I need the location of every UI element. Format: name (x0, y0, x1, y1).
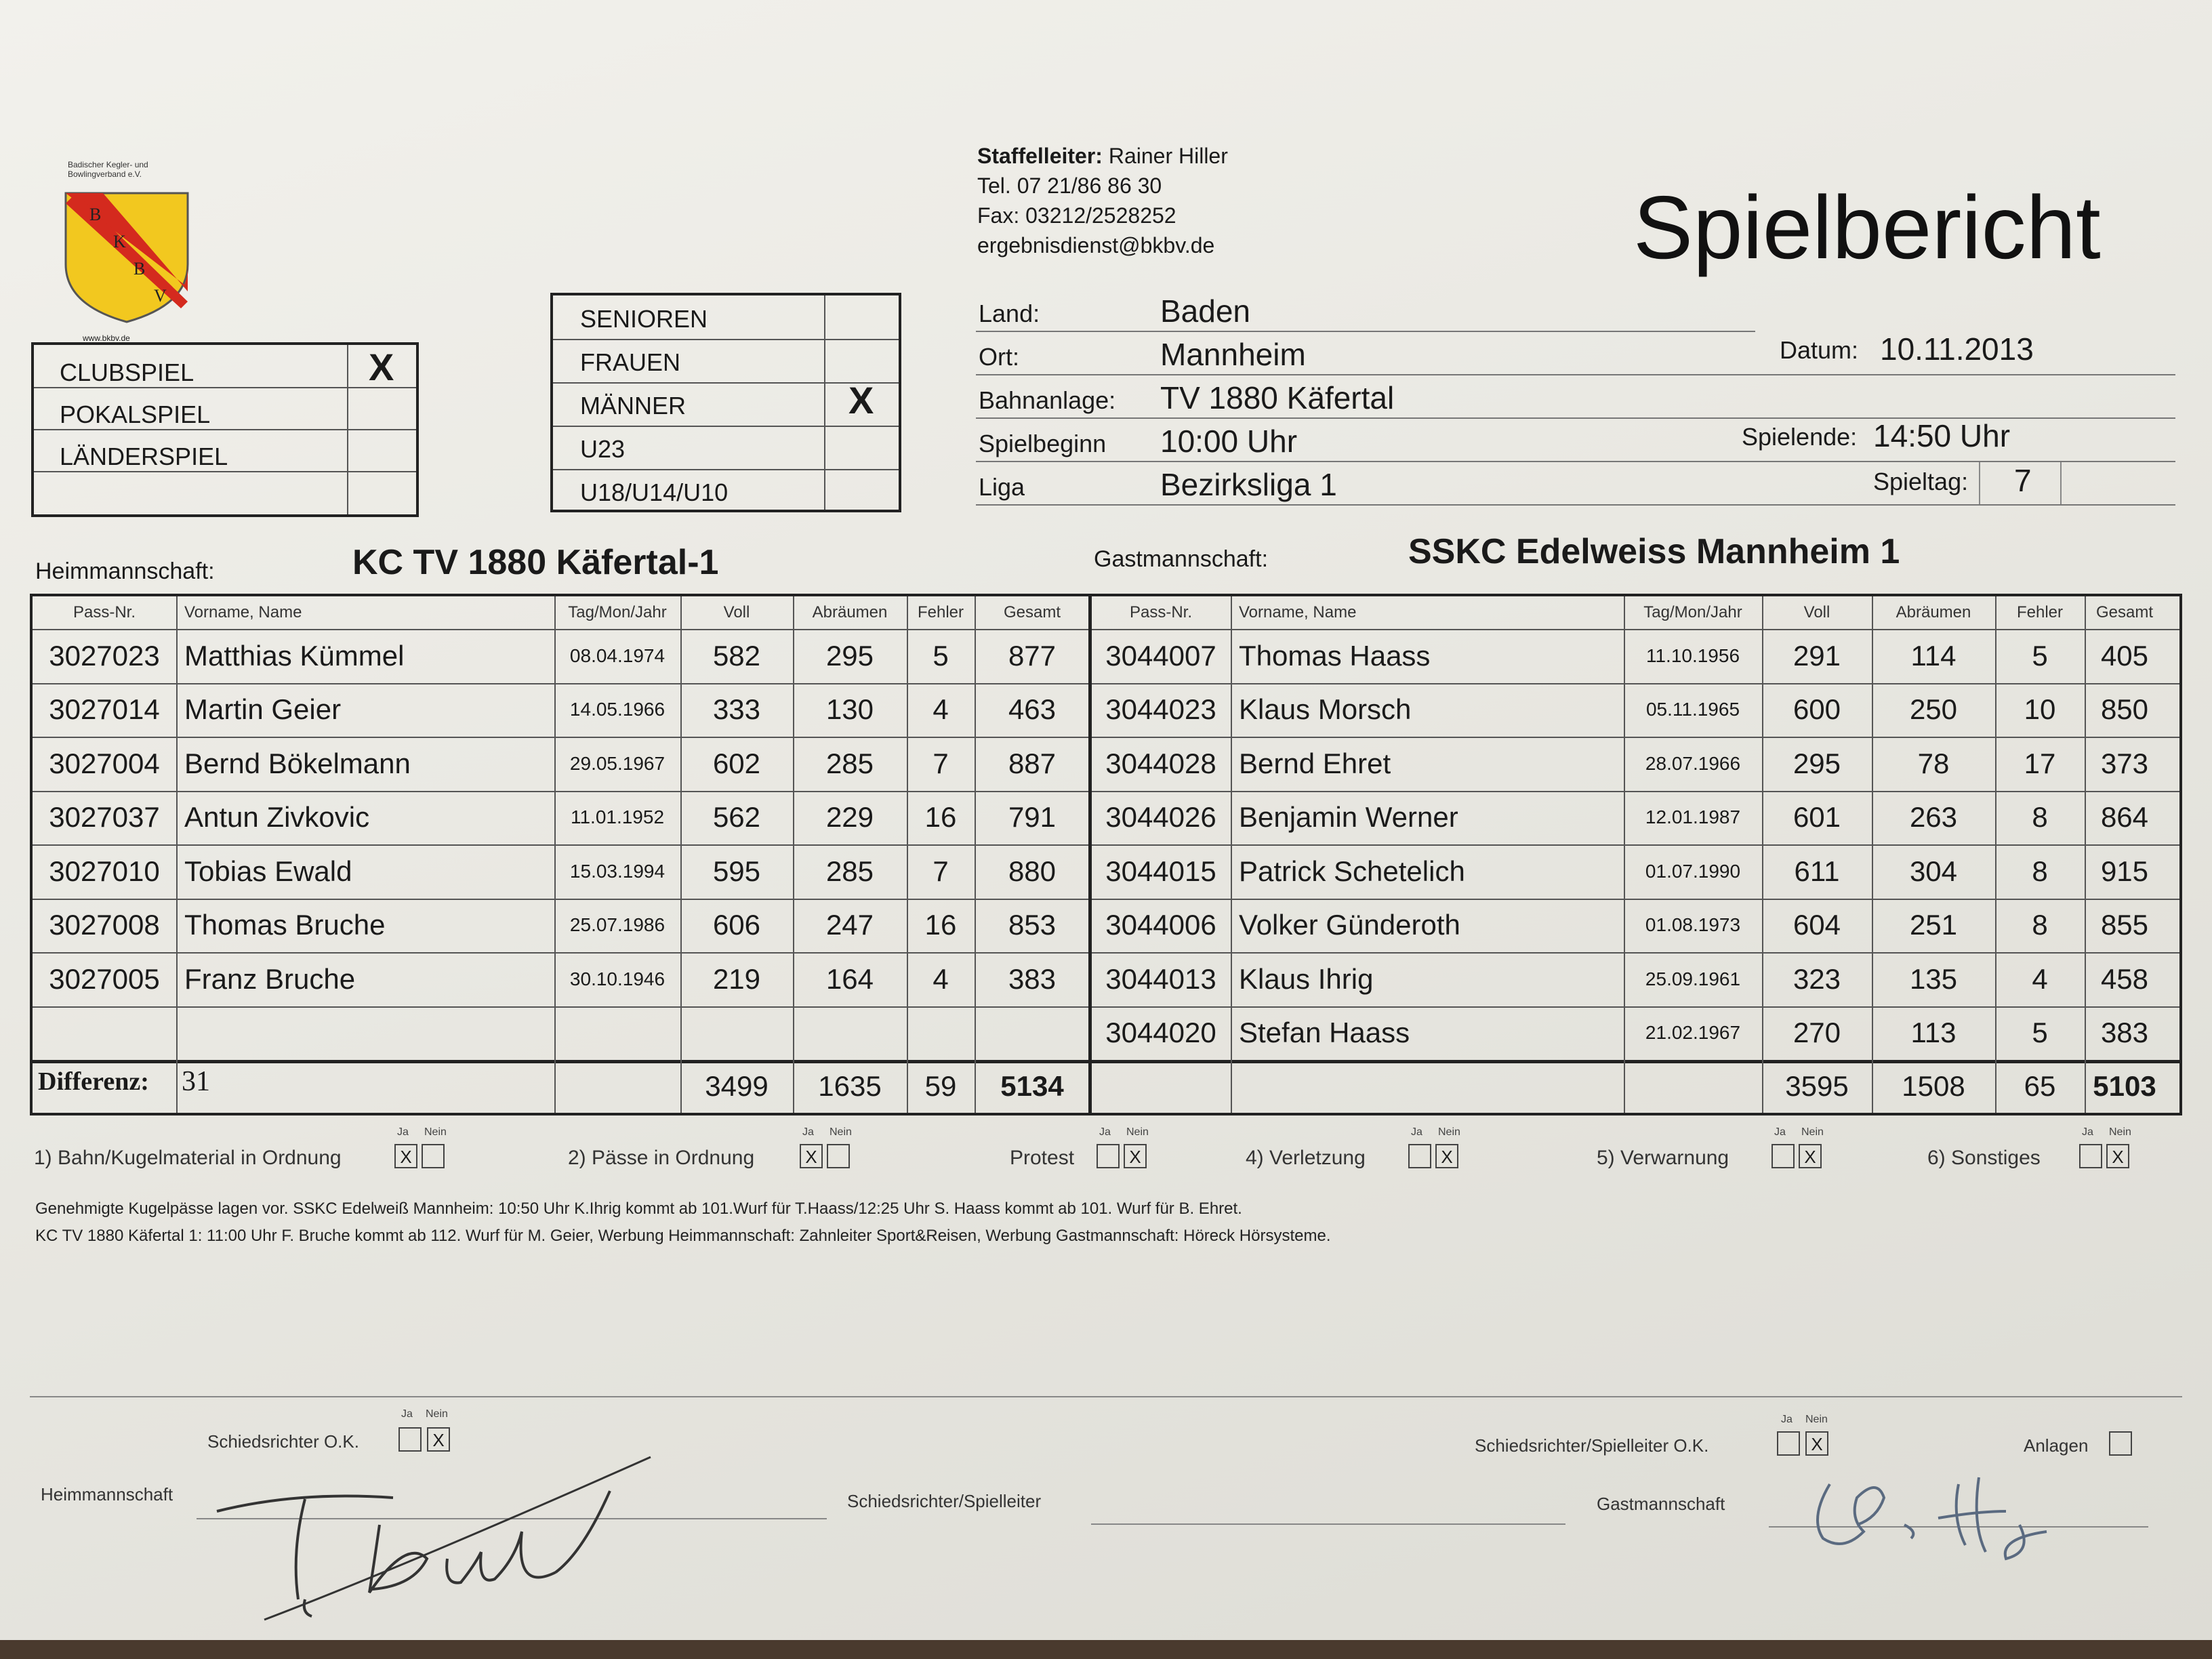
ja-label: Ja (397, 1126, 409, 1138)
land-value: Baden (1160, 293, 1251, 329)
guest-fehler: 10 (2024, 693, 2056, 726)
guest-total-gesamt: 5103 (2093, 1070, 2156, 1102)
bkbv-logo (62, 156, 198, 346)
spielart-clubspiel: CLUBSPIEL (60, 359, 194, 386)
guest-birth-date: 05.11.1965 (1645, 699, 1740, 720)
ort-value: Mannheim (1160, 337, 1306, 372)
home-gesamt (975, 1006, 1090, 1061)
staffelleiter-label: Staffelleiter: (977, 144, 1103, 168)
home-gesamt: 887 (1008, 747, 1057, 779)
home-player-name: Matthias Kümmel (184, 639, 405, 672)
remark-line: KC TV 1880 Käfertal 1: 11:00 Uhr F. Bruche kommt ab 112. Wurf für M. Geier, Werbung Heimmannschaft: Zahnleiter Sport&Reisen, Werbung Gastmannschaft: Höreck Hörsysteme. (35, 1227, 1331, 1245)
home-fehler: 4 (933, 962, 949, 995)
guest-fehler: 8 (2032, 909, 2048, 941)
guest-gesamt: 855 (2100, 909, 2149, 941)
home-fehler: 7 (933, 747, 949, 779)
column-header: Vorname, Name (1239, 603, 1357, 621)
spieltag-value: 7 (2014, 463, 2032, 498)
guest-birth-date: 01.08.1973 (1645, 914, 1741, 936)
referee-signature-label: Schiedsrichter/Spielleiter (847, 1491, 1042, 1511)
ja-label: Ja (1099, 1126, 1111, 1138)
check-ja-checkbox[interactable]: X (394, 1144, 417, 1168)
klasse-maenner: MÄNNER (580, 392, 687, 419)
home-player-name: Thomas Bruche (184, 909, 386, 941)
home-abraeumen: 285 (825, 747, 874, 779)
home-total-abraeumen: 1635 (818, 1070, 882, 1102)
home-fehler: 4 (933, 693, 949, 726)
home-abraeumen: 285 (825, 855, 874, 887)
column-header: Voll (1803, 603, 1830, 621)
guest-player-name: Benjamin Werner (1239, 801, 1458, 834)
home-birth-date: 08.04.1974 (569, 644, 665, 666)
guest-abraeumen: 114 (1910, 639, 1957, 672)
home-birth-date: 14.05.1966 (569, 699, 665, 720)
guest-voll: 600 (1793, 693, 1841, 726)
nein-label: Nein (1126, 1126, 1149, 1138)
guest-voll: 291 (1793, 639, 1841, 672)
guest-voll: 295 (1793, 747, 1841, 779)
datum-value: 10.11.2013 (1880, 331, 2034, 367)
home-pass-nr: 3027005 (49, 962, 160, 995)
guest-player-name: Thomas Haass (1239, 639, 1431, 672)
home-pass-nr: 3027004 (49, 747, 160, 779)
guest-pass-nr: 3044015 (1105, 855, 1216, 887)
guest-voll: 601 (1793, 801, 1841, 834)
bahn-label: Bahnanlage: (979, 386, 1116, 414)
guest-total-abraeumen: 1508 (1902, 1070, 1965, 1102)
klasse-box (550, 293, 901, 512)
info-block (976, 285, 2175, 515)
check-ja-checkbox[interactable]: X (800, 1144, 823, 1168)
home-pass-nr: 3027037 (49, 801, 160, 834)
anlagen-label: Anlagen (2024, 1435, 2089, 1456)
home-abraeumen: 247 (825, 909, 874, 941)
guest-voll: 270 (1793, 1017, 1841, 1049)
check-nein-checkbox[interactable]: X (1435, 1144, 1458, 1168)
svg-text:B: B (134, 259, 146, 279)
home-pass-nr: 3027023 (49, 639, 160, 672)
svg-text:V: V (154, 286, 167, 306)
ja-label: Ja (1411, 1126, 1422, 1138)
guest-gesamt: 864 (2100, 801, 2149, 834)
guest-player-name: Klaus Ihrig (1239, 962, 1374, 995)
home-abraeumen: 229 (825, 801, 874, 834)
spielart-box (31, 342, 419, 517)
check-nein-checkbox[interactable] (422, 1144, 445, 1168)
check-label: 5) Verwarnung (1597, 1147, 1729, 1169)
schiri-spielleiter-ok-ja-checkbox[interactable] (1777, 1431, 1800, 1456)
home-signature-label: Heimmannschaft (41, 1484, 173, 1504)
spieltag-label: Spieltag: (1873, 468, 1969, 495)
guest-fehler: 5 (2032, 1017, 2048, 1049)
logo-text: Badischer Kegler- und Bowlingverband e.V. (68, 160, 148, 179)
schiri-spielleiter-ok-label: Schiedsrichter/Spielleiter O.K. (1475, 1435, 1709, 1456)
guest-pass-nr: 3044026 (1105, 801, 1216, 834)
klasse-jugend: U18/U14/U10 (580, 478, 729, 506)
home-voll: 562 (712, 801, 761, 834)
home-birth-date: 25.07.1986 (569, 914, 665, 936)
klasse-u23: U23 (580, 435, 626, 463)
guest-birth-date: 28.07.1966 (1645, 752, 1741, 774)
bahn-value: TV 1880 Käfertal (1160, 380, 1395, 415)
ende-value: 14:50 Uhr (1873, 418, 2011, 453)
staffelleiter-fax: Fax: 03212/2528252 (977, 203, 1176, 228)
staffelleiter-block (977, 141, 1228, 260)
guest-player-name: Patrick Schetelich (1239, 855, 1465, 887)
column-header: Fehler (917, 603, 964, 621)
ja-label: Ja (401, 1408, 413, 1420)
klasse-maenner-mark[interactable]: X (848, 379, 874, 422)
schiri-spielleiter-ok-nein-checkbox[interactable]: X (1805, 1431, 1828, 1456)
guest-total-fehler: 65 (2024, 1070, 2056, 1102)
klasse-senioren: SENIOREN (580, 305, 708, 333)
home-abraeumen: 164 (825, 962, 874, 995)
logo-website: www.bkbv.de (83, 333, 130, 343)
home-pass-nr: 3027010 (49, 855, 160, 887)
remarks (35, 1195, 1331, 1250)
home-fehler: 16 (924, 801, 957, 834)
guest-pass-nr: 3044028 (1105, 747, 1216, 779)
guest-abraeumen: 78 (1917, 747, 1950, 779)
column-header: Voll (723, 603, 750, 621)
column-header: Fehler (2016, 603, 2064, 621)
nein-label: Nein (2109, 1126, 2131, 1138)
spielart-laenderspiel: LÄNDERSPIEL (60, 443, 228, 470)
home-voll: 606 (712, 909, 761, 941)
guest-gesamt: 850 (2100, 693, 2149, 726)
home-abraeumen: 130 (825, 693, 874, 726)
home-fehler (907, 1006, 975, 1061)
check-ja-checkbox[interactable] (1408, 1144, 1431, 1168)
home-team-label: Heimmannschaft: (35, 558, 215, 584)
klasse-frauen: FRAUEN (580, 348, 681, 376)
anlagen-checkbox[interactable] (2109, 1431, 2132, 1456)
column-header: Gesamt (2095, 603, 2154, 621)
guest-fehler: 8 (2032, 855, 2048, 887)
guest-pass-nr: 3044007 (1105, 639, 1216, 672)
home-pass-nr: 3027008 (49, 909, 160, 941)
check-ja-checkbox[interactable] (1097, 1144, 1120, 1168)
guest-player-name: Klaus Morsch (1239, 693, 1412, 726)
shield-icon (62, 190, 191, 325)
liga-label: Liga (979, 473, 1025, 501)
home-total-gesamt: 5134 (1000, 1070, 1064, 1102)
svg-text:B: B (89, 205, 102, 224)
ende-label: Spielende: (1742, 423, 1858, 451)
staffelleiter-email[interactable]: ergebnisdienst@bkbv.de (977, 233, 1215, 258)
check-label: 2) Pässe in Ordnung (568, 1147, 755, 1169)
column-header: Tag/Mon/Jahr (568, 603, 667, 621)
home-total-voll: 3499 (705, 1070, 769, 1102)
home-player-name: Franz Bruche (184, 962, 356, 995)
guest-abraeumen: 304 (1909, 855, 1958, 887)
guest-pass-nr: 3044020 (1105, 1017, 1216, 1049)
nein-label: Nein (1438, 1126, 1460, 1138)
guest-player-name: Stefan Haass (1239, 1017, 1410, 1049)
check-label: 4) Verletzung (1246, 1147, 1366, 1169)
nein-label: Nein (426, 1408, 448, 1420)
check-ja-checkbox[interactable] (1771, 1144, 1795, 1168)
check-nein-checkbox[interactable]: X (1799, 1144, 1822, 1168)
home-fehler: 7 (933, 855, 949, 887)
guest-fehler: 5 (2032, 639, 2048, 672)
ja-label: Ja (2082, 1126, 2093, 1138)
home-gesamt: 853 (1008, 909, 1057, 941)
staffelleiter-name: Rainer Hiller (1108, 144, 1228, 168)
home-signature (203, 1450, 678, 1626)
home-gesamt: 880 (1008, 855, 1057, 887)
home-gesamt: 877 (1008, 639, 1057, 672)
guest-abraeumen: 135 (1909, 962, 1958, 995)
home-birth-date: 11.01.1952 (570, 806, 665, 828)
nein-label: Nein (1801, 1126, 1824, 1138)
home-player-name: Bernd Bökelmann (184, 747, 411, 779)
home-abraeumen (793, 1006, 907, 1061)
home-gesamt: 383 (1008, 962, 1057, 995)
check-nein-checkbox[interactable]: X (2106, 1144, 2129, 1168)
guest-birth-date: 25.09.1961 (1645, 968, 1741, 989)
beginn-label: Spielbeginn (979, 430, 1107, 457)
guest-abraeumen: 113 (1910, 1017, 1957, 1049)
nein-label: Nein (830, 1126, 852, 1138)
home-voll: 595 (712, 855, 761, 887)
home-voll: 582 (712, 639, 761, 672)
home-voll: 602 (712, 747, 761, 779)
ja-label: Ja (802, 1126, 814, 1138)
liga-value: Bezirksliga 1 (1160, 467, 1337, 502)
column-header: Pass-Nr. (1129, 603, 1192, 621)
svg-text:K: K (113, 232, 126, 251)
home-gesamt: 463 (1008, 693, 1057, 726)
column-header: Abräumen (1896, 603, 1971, 621)
check-label: Protest (1010, 1147, 1075, 1169)
home-voll (680, 1006, 793, 1061)
check-nein-checkbox[interactable] (827, 1144, 850, 1168)
guest-pass-nr: 3044013 (1105, 962, 1216, 995)
guest-birth-date: 12.01.1987 (1645, 806, 1741, 828)
datum-label: Datum: (1780, 336, 1859, 364)
guest-gesamt: 373 (2100, 747, 2149, 779)
guest-gesamt: 405 (2100, 639, 2149, 672)
ort-label: Ort: (979, 343, 1019, 371)
home-abraeumen: 295 (825, 639, 874, 672)
nein-label: Nein (424, 1126, 447, 1138)
column-header: Gesamt (1003, 603, 1061, 621)
player-table (30, 594, 2182, 1115)
home-gesamt: 791 (1008, 801, 1057, 834)
land-label: Land: (979, 300, 1040, 327)
home-birth-date: 15.03.1994 (569, 860, 665, 882)
guest-signature-label: Gastmannschaft (1597, 1494, 1725, 1514)
home-pass-nr: 3027014 (49, 693, 160, 726)
home-total-fehler: 59 (924, 1070, 957, 1102)
guest-fehler: 17 (2024, 747, 2056, 779)
home-birth-date: 30.10.1946 (569, 968, 665, 989)
nein-label: Nein (1805, 1414, 1828, 1425)
schiri-ok-ja-checkbox[interactable] (398, 1427, 422, 1452)
remark-line: Genehmigte Kugelpässe lagen vor. SSKC Edelweiß Mannheim: 10:50 Uhr K.Ihrig kommt ab 101.Wurf für T.Haass/12:25 Uhr S. Haass kommt ab 101. Wurf für B. Ehret. (35, 1200, 1242, 1218)
guest-fehler: 4 (2032, 962, 2048, 995)
check-label: 6) Sonstiges (1927, 1147, 2041, 1169)
column-header: Pass-Nr. (73, 603, 136, 621)
guest-abraeumen: 251 (1909, 909, 1958, 941)
guest-signature (1803, 1457, 2087, 1579)
guest-abraeumen: 250 (1909, 693, 1958, 726)
home-player-name (176, 1006, 562, 1061)
column-header: Vorname, Name (184, 603, 302, 621)
guest-pass-nr: 3044006 (1105, 909, 1216, 941)
home-pass-nr (33, 1006, 176, 1061)
home-player-name: Tobias Ewald (184, 855, 352, 887)
home-fehler: 5 (933, 639, 949, 672)
guest-player-name: Volker Günderoth (1239, 909, 1460, 941)
beginn-value: 10:00 Uhr (1160, 424, 1298, 459)
column-header: Tag/Mon/Jahr (1643, 603, 1742, 621)
home-voll: 219 (712, 962, 761, 995)
guest-birth-date: 01.07.1990 (1645, 860, 1741, 882)
check-ja-checkbox[interactable] (2079, 1144, 2102, 1168)
guest-player-name: Bernd Ehret (1239, 747, 1391, 779)
home-team-name: KC TV 1880 Käfertal-1 (352, 543, 719, 582)
guest-birth-date: 21.02.1967 (1645, 1022, 1741, 1044)
guest-team-label: Gastmannschaft: (1094, 546, 1269, 572)
guest-gesamt: 915 (2100, 855, 2149, 887)
ja-label: Ja (1781, 1414, 1793, 1425)
check-nein-checkbox[interactable]: X (1124, 1144, 1147, 1168)
page-title: Spielbericht (1633, 178, 2101, 277)
guest-total-voll: 3595 (1785, 1070, 1849, 1102)
guest-voll: 604 (1793, 909, 1841, 941)
guest-gesamt: 458 (2100, 962, 2149, 995)
guest-team-name: SSKC Edelweiss Mannheim 1 (1408, 532, 1900, 571)
spielart-pokalspiel: POKALSPIEL (60, 401, 211, 428)
guest-fehler: 8 (2032, 801, 2048, 834)
ja-label: Ja (1774, 1126, 1786, 1138)
schiri-ok-label: Schiedsrichter O.K. (207, 1431, 359, 1452)
home-player-name: Antun Zivkovic (184, 801, 370, 834)
staffelleiter-tel: Tel. 07 21/86 86 30 (977, 173, 1162, 198)
differenz-value: 31 (182, 1066, 210, 1097)
column-header: Abräumen (812, 603, 888, 621)
guest-pass-nr: 3044023 (1105, 693, 1216, 726)
home-birth-date: 29.05.1967 (569, 752, 665, 774)
schiri-ok-nein-checkbox[interactable]: X (427, 1427, 450, 1452)
guest-voll: 611 (1794, 855, 1840, 887)
home-fehler: 16 (924, 909, 957, 941)
guest-voll: 323 (1793, 962, 1841, 995)
spielart-clubspiel-mark[interactable]: X (369, 346, 394, 388)
guest-birth-date: 11.10.1956 (1645, 644, 1740, 666)
home-player-name: Martin Geier (184, 693, 342, 726)
check-label: 1) Bahn/Kugelmaterial in Ordnung (34, 1147, 342, 1169)
home-voll: 333 (712, 693, 761, 726)
guest-abraeumen: 263 (1909, 801, 1958, 834)
guest-gesamt: 383 (2100, 1017, 2149, 1049)
differenz-label: Differenz: (38, 1067, 149, 1096)
home-birth-date (554, 1006, 680, 1061)
